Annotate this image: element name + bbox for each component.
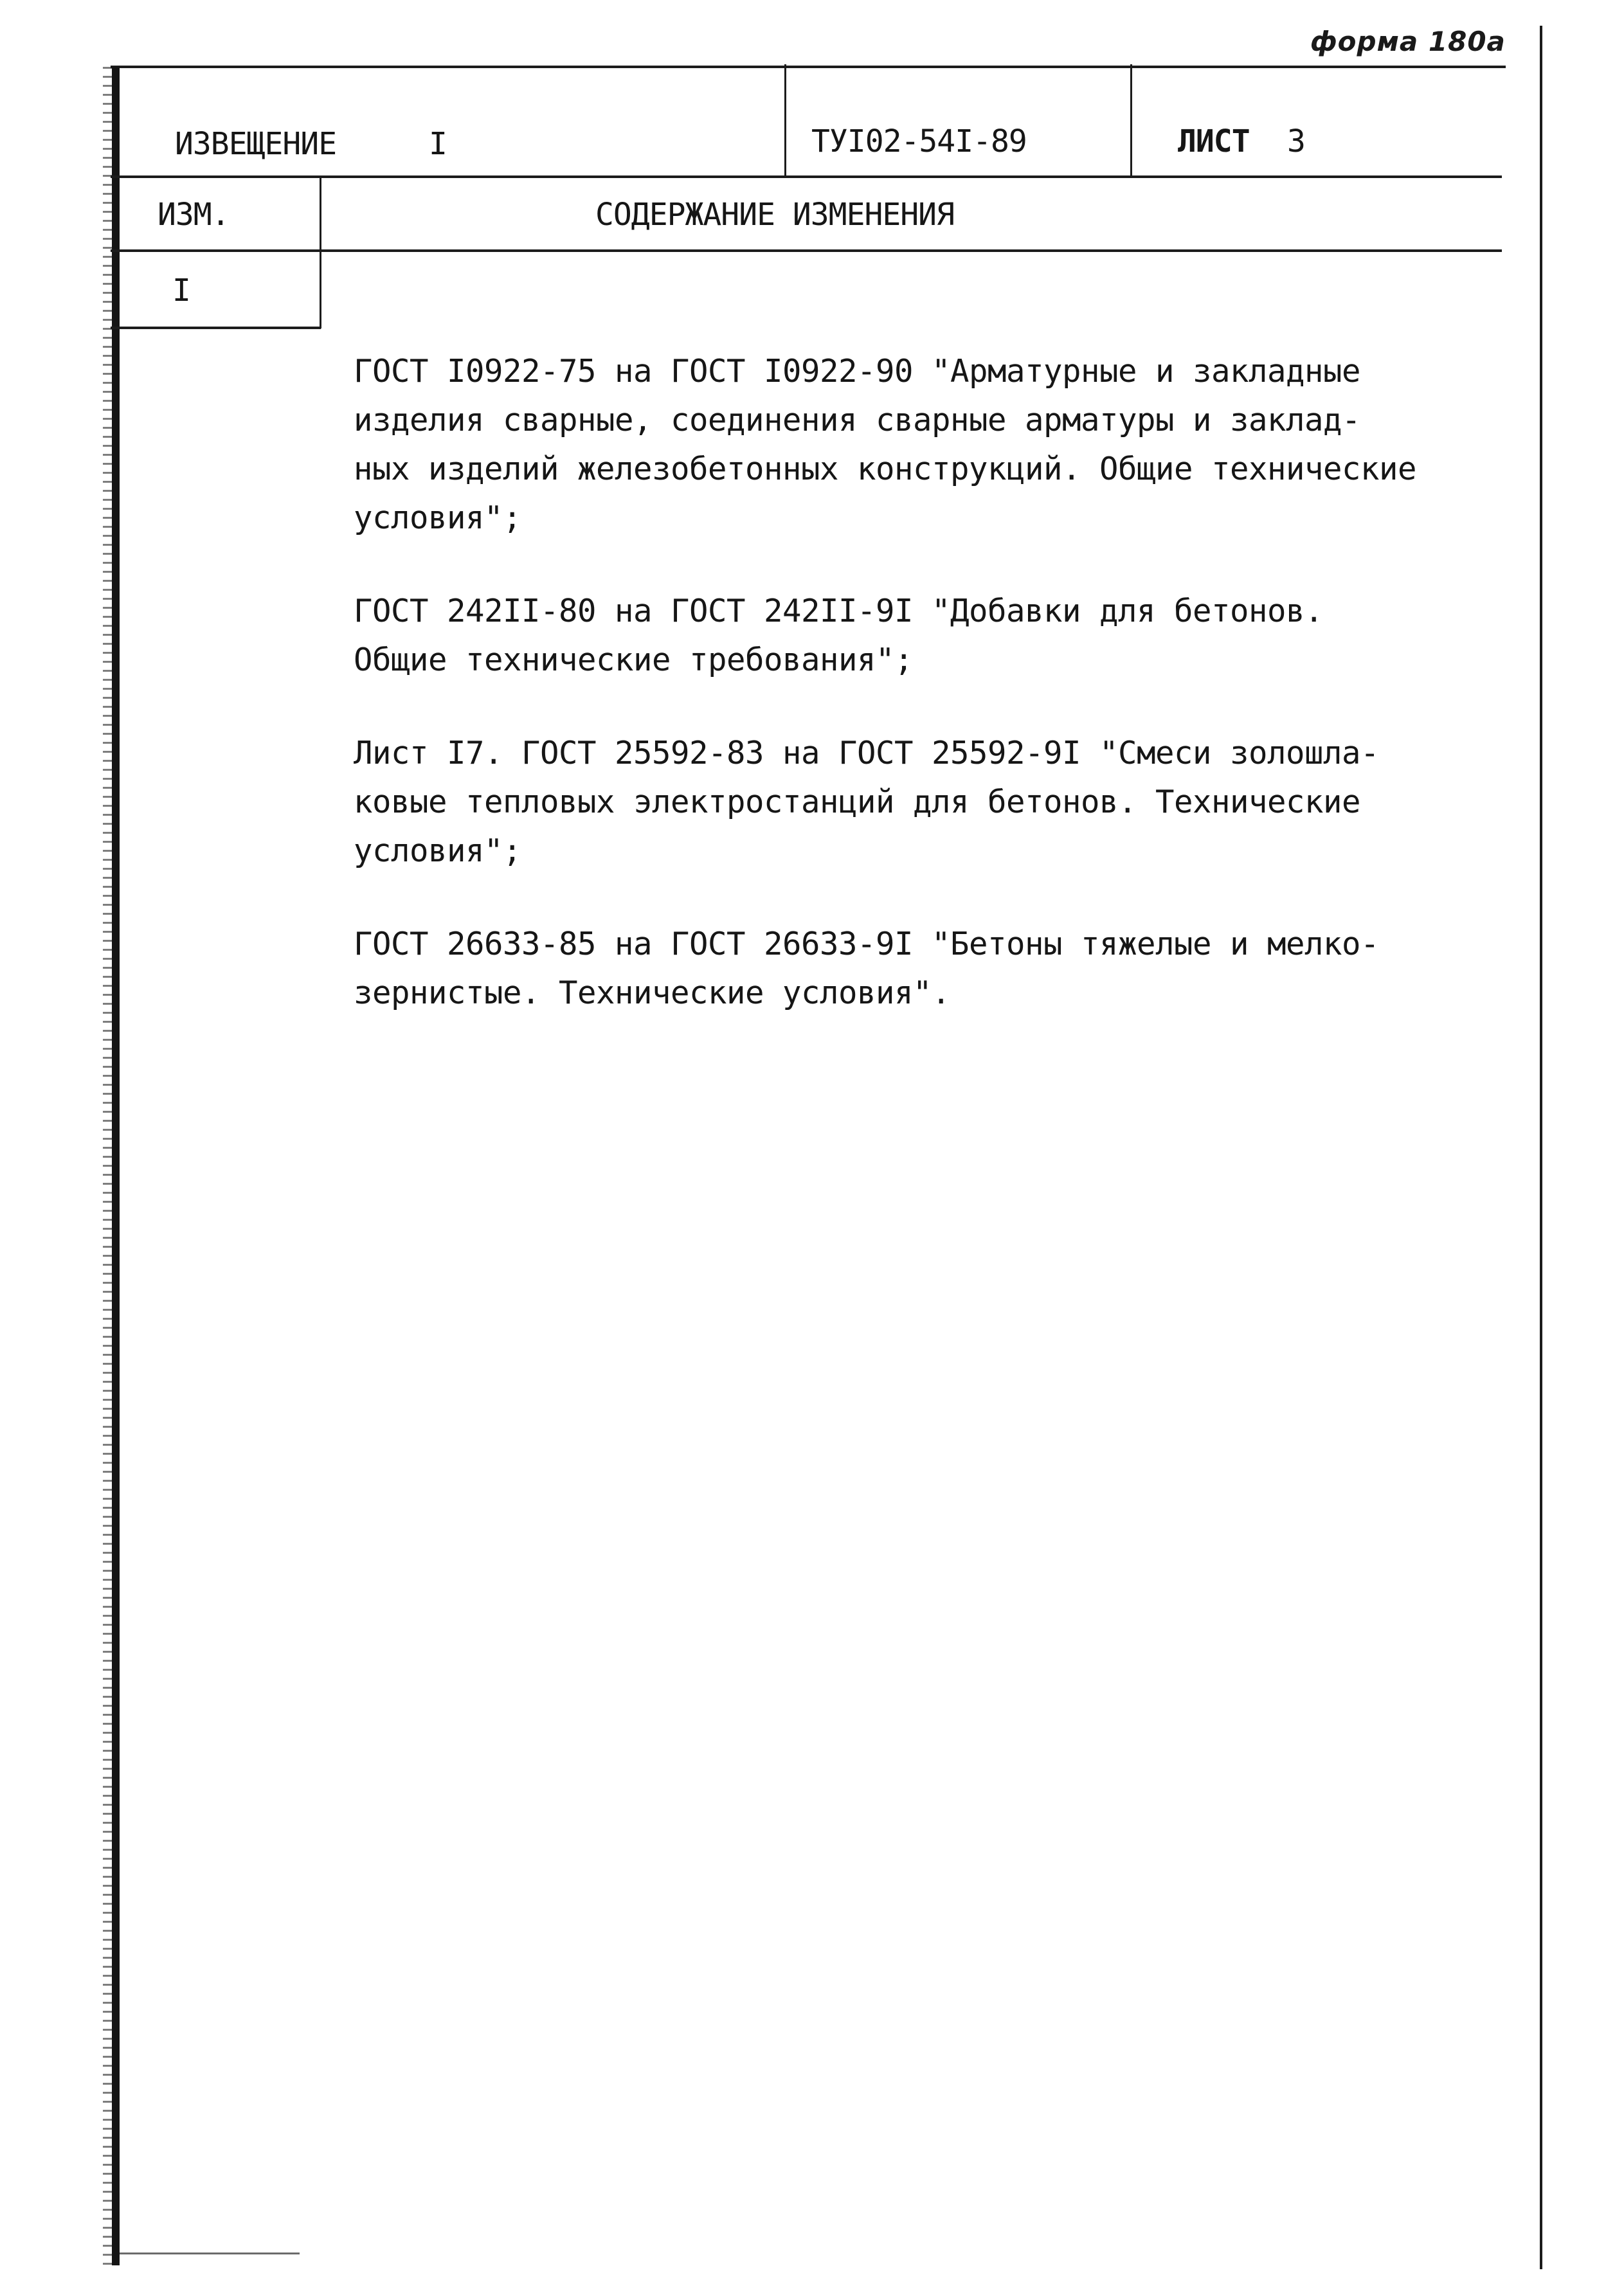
paragraph-gost-10922: ГОСТ I0922-75 на ГОСТ I0922-90 "Арматурные и закладные изделия сварные, соединения сварные арматуры и заклад- ных изделий железобетонных конструкций. Общие технические условия"; <box>354 353 1417 536</box>
header-divider-2 <box>1130 64 1132 177</box>
sheet-number: 3 <box>1287 123 1305 159</box>
change-number: I <box>172 273 190 309</box>
paragraph-gost-24211: ГОСТ 242II-80 на ГОСТ 242II-9I "Добавки для бетонов. Общие технические требования"; <box>354 593 1324 678</box>
form-number-label: форма 180а <box>1310 26 1506 57</box>
change-content <box>354 347 1511 1018</box>
bottom-left-stub <box>120 2253 300 2254</box>
change-cell-bottom-line <box>111 327 321 329</box>
right-margin-line <box>1540 26 1542 2269</box>
header-divider-1 <box>784 64 786 177</box>
paragraph-gost-26633: ГОСТ 26633-85 на ГОСТ 26633-9I "Бетоны тяжелые и мелко- зернистые. Технические условия". <box>354 926 1380 1011</box>
notice-label: ИЗВЕЩЕНИЕ <box>175 126 337 162</box>
sheet-label: ЛИСТ <box>1178 123 1250 159</box>
change-col-divider <box>320 177 321 328</box>
change-col-label: ИЗМ. <box>158 197 230 233</box>
left-binding-texture <box>103 67 112 2265</box>
paragraph-gost-25592: Лист I7. ГОСТ 25592-83 на ГОСТ 25592-9I "Смеси золошла- ковые тепловых электростанций для бетонов. Технические условия"; <box>354 735 1380 869</box>
top-border-line <box>111 66 1506 68</box>
left-binding-bar <box>112 67 120 2265</box>
notice-number: I <box>429 126 447 162</box>
content-col-label: СОДЕРЖАНИЕ ИЗМЕНЕНИЯ <box>595 197 954 233</box>
spec-code: ТУI02-54I-89 <box>811 123 1027 159</box>
